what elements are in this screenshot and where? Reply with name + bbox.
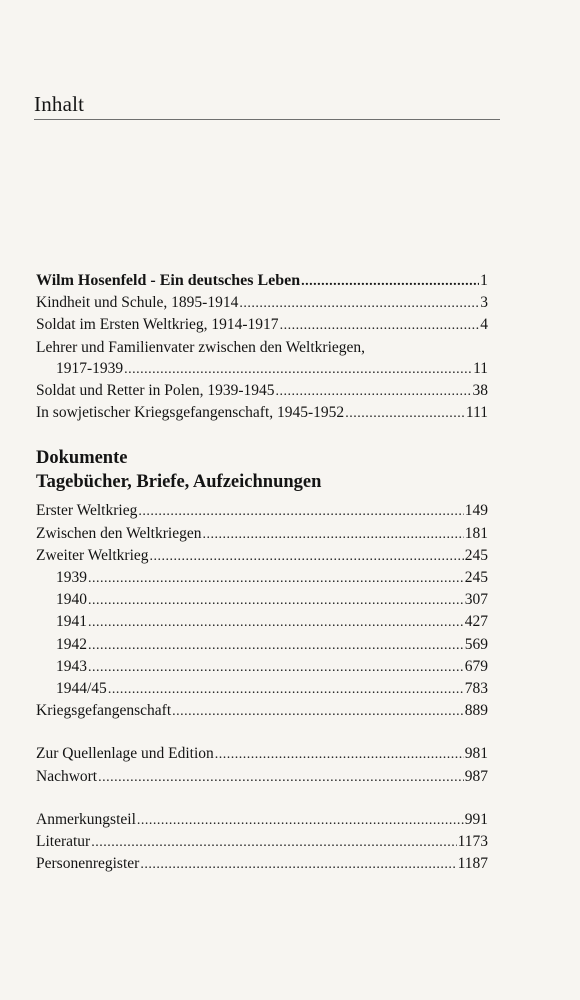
toc-entry-page: 981 (464, 745, 488, 763)
dot-leader (88, 612, 464, 633)
toc-entry[interactable] (36, 314, 488, 336)
dot-leader (88, 590, 464, 611)
toc-entry-year[interactable] (36, 567, 488, 589)
toc-entry-year[interactable] (36, 678, 488, 700)
toc-entry-page: 245 (464, 546, 488, 564)
toc-entry-page: 889 (464, 702, 488, 720)
toc-entry-label: Nachwort (36, 767, 98, 785)
toc-entry-year[interactable] (36, 611, 488, 633)
dot-leader (280, 315, 480, 336)
toc-entry[interactable] (36, 809, 488, 831)
dot-leader (137, 810, 464, 831)
toc-entry-multiline[interactable] (36, 337, 488, 380)
dot-leader (239, 293, 479, 314)
page-title: Inhalt (34, 92, 85, 116)
section-heading-documents: Dokumente (36, 448, 128, 469)
toc-entry-label: Zur Quellenlage und Edition (36, 745, 214, 763)
toc-entry-label: Kindheit und Schule, 1895-1914 (36, 294, 239, 312)
dot-leader (215, 744, 464, 765)
dot-leader (108, 679, 464, 700)
dot-leader (202, 524, 463, 545)
toc-entry-label: 1939 (56, 569, 87, 587)
dot-leader (98, 767, 464, 788)
title-rule (34, 119, 500, 120)
toc-entry[interactable] (36, 743, 488, 765)
toc-entry-label: 1943 (56, 657, 87, 675)
toc-entry-label: In sowjetischer Kriegsgefangenschaft, 1945-1952 (36, 404, 345, 422)
toc-entry[interactable] (36, 766, 488, 788)
toc-entry-label: 1941 (56, 613, 87, 631)
toc-entry[interactable] (36, 853, 488, 875)
toc-entry-page: 991 (464, 810, 488, 828)
dot-leader (301, 271, 479, 292)
toc-entry[interactable] (36, 700, 488, 722)
dot-leader (124, 359, 472, 380)
toc-entry-page: 111 (465, 404, 488, 422)
toc-entry-page: 987 (464, 767, 488, 785)
toc-entry-page: 679 (464, 657, 488, 675)
toc-entry-label: 1940 (56, 591, 87, 609)
toc-entry-year[interactable] (36, 589, 488, 611)
toc-entry[interactable] (36, 380, 488, 402)
dot-leader (172, 701, 464, 722)
toc-entry[interactable] (36, 402, 488, 424)
toc-entry-label: Personenregister (36, 855, 140, 873)
table-of-contents (36, 270, 488, 875)
dot-leader (138, 501, 463, 522)
dot-leader (140, 854, 456, 875)
toc-entry-label: 1942 (56, 635, 87, 653)
toc-entry-page: 569 (464, 635, 488, 653)
toc-entry-label: Soldat im Ersten Weltkrieg, 1914-1917 (36, 316, 279, 334)
toc-entry-page: 149 (464, 502, 488, 520)
toc-entry-label: Kriegsgefangenschaft (36, 702, 172, 720)
toc-entry-page: 38 (472, 382, 488, 400)
toc-entry-label: Anmerkungsteil (36, 810, 136, 828)
toc-entry-page: 4 (480, 316, 488, 334)
toc-entry-label: Lehrer und Familienvater zwischen den Weltkriegen, (36, 338, 366, 356)
toc-entry[interactable] (36, 292, 488, 314)
toc-entry-label: Erster Weltkrieg (36, 502, 138, 520)
dot-leader (88, 635, 464, 656)
dot-leader (91, 832, 456, 853)
toc-entry-label: Soldat und Retter in Polen, 1939-1945 (36, 382, 275, 400)
dot-leader (345, 403, 465, 424)
dot-leader (88, 568, 464, 589)
toc-entry-label: Zwischen den Weltkriegen (36, 524, 202, 542)
toc-entry-page: 1 (480, 272, 488, 289)
toc-entry-page: 3 (480, 294, 488, 312)
toc-entry-page: 1173 (457, 833, 488, 851)
toc-entry-label: 1944/45 (56, 680, 107, 698)
toc-entry-page: 11 (473, 359, 488, 377)
toc-entry-page: 783 (464, 680, 488, 698)
toc-entry[interactable] (36, 500, 488, 522)
toc-entry-page: 181 (464, 524, 488, 542)
section-subheading-documents: Tagebücher, Briefe, Aufzeichnungen (36, 472, 322, 493)
toc-entry-page: 427 (464, 613, 488, 631)
toc-entry-page: 307 (464, 591, 488, 609)
toc-entry-year[interactable] (36, 656, 488, 678)
toc-entry-label-continued: 1917-1939 (56, 359, 124, 377)
toc-entry[interactable] (36, 523, 488, 545)
toc-entry-year[interactable] (36, 634, 488, 656)
toc-entry-label: Zweiter Weltkrieg (36, 546, 149, 564)
toc-entry-biography-heading[interactable] (36, 270, 488, 292)
toc-entry-label: Wilm Hosenfeld - Ein deutsches Leben (36, 272, 301, 289)
toc-entry-page: 1187 (457, 855, 488, 873)
toc-entry[interactable] (36, 831, 488, 853)
toc-entry-page: 245 (464, 569, 488, 587)
toc-entry[interactable] (36, 545, 488, 567)
dot-leader (276, 381, 472, 402)
toc-entry-label: Literatur (36, 833, 91, 851)
dot-leader (88, 657, 464, 678)
dot-leader (150, 546, 464, 567)
